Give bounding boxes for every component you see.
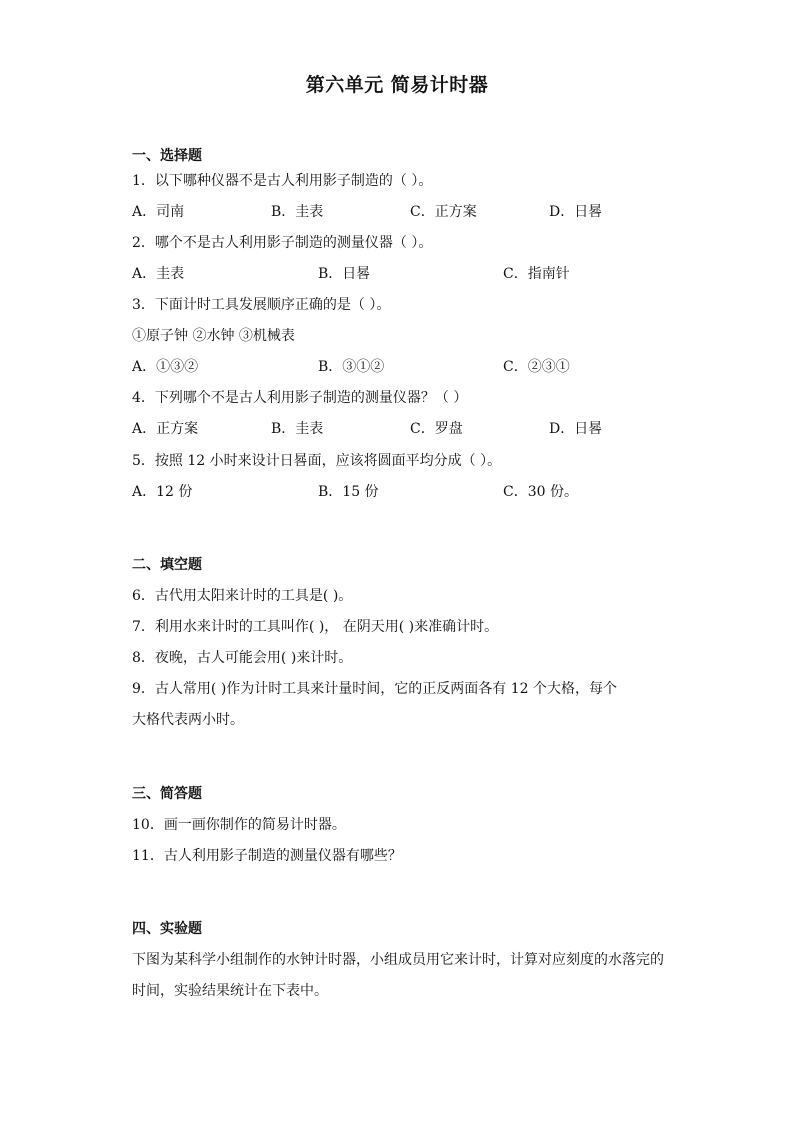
- experiment-intro-line-2: 时间，实验结果统计在下表中。: [132, 983, 328, 999]
- section-heading-short-answer: 三、简答题: [132, 786, 202, 802]
- q4-option-d: D．日晷: [549, 421, 603, 437]
- question-7: 7．利用水来计时的工具叫作( )， 在阴天用( )来准确计时。: [132, 619, 499, 635]
- q1-option-d: D．日晷: [549, 204, 603, 220]
- q3-items: ①原子钟 ②水钟 ③机械表: [132, 328, 295, 344]
- question-6: 6．古代用太阳来计时的工具是( )。: [132, 588, 353, 604]
- question-1: 1．以下哪种仪器不是古人利用影子制造的（ ）。: [132, 173, 433, 189]
- section-heading-choice: 一、选择题: [132, 148, 202, 164]
- q5-option-a: A．12 份: [132, 484, 193, 500]
- question-8: 8．夜晚，古人可能会用( )来计时。: [132, 650, 353, 666]
- q2-option-a: A．圭表: [132, 266, 185, 282]
- q4-option-c: C．罗盘: [410, 421, 463, 437]
- question-9-line-2: 大格代表两小时。: [132, 712, 244, 728]
- section-heading-experiment: 四、实验题: [132, 921, 202, 937]
- q1-option-c: C．正方案: [410, 204, 477, 220]
- q5-option-c: C．30 份。: [503, 484, 578, 500]
- q4-option-b: B．圭表: [271, 421, 324, 437]
- question-11: 11．古人利用影子制造的测量仪器有哪些？: [132, 848, 402, 864]
- question-3: 3．下面计时工具发展顺序正确的是（ ）。: [132, 297, 391, 313]
- page-title: 第六单元 简易计时器: [305, 74, 489, 96]
- q3-option-a: A．①③②: [132, 359, 199, 375]
- q3-option-c: C．②③①: [503, 359, 570, 375]
- q3-option-b: B．③①②: [318, 359, 385, 375]
- question-5: 5．按照 12 小时来设计日晷面，应该将圆面平均分成（ ）。: [132, 453, 502, 469]
- q4-option-a: A．正方案: [132, 421, 199, 437]
- question-10: 10．画一画你制作的简易计时器。: [132, 817, 346, 833]
- q5-option-b: B．15 份: [318, 484, 379, 500]
- q1-option-b: B．圭表: [271, 204, 324, 220]
- question-4: 4．下列哪个不是古人利用影子制造的测量仪器？（ ）: [132, 390, 468, 406]
- experiment-intro-line-1: 下图为某科学小组制作的水钟计时器，小组成员用它来计时，计算对应刻度的水落完的: [132, 952, 664, 968]
- q1-option-a: A．司南: [132, 204, 185, 220]
- section-heading-fill-blank: 二、填空题: [132, 557, 202, 573]
- q2-option-b: B．日晷: [318, 266, 371, 282]
- question-2: 2．哪个不是古人利用影子制造的测量仪器（ ）。: [132, 235, 433, 251]
- question-9-line-1: 9．古人常用( )作为计时工具来计量时间，它的正反两面各有 12 个大格，每个: [132, 681, 617, 697]
- q2-option-c: C．指南针: [503, 266, 570, 282]
